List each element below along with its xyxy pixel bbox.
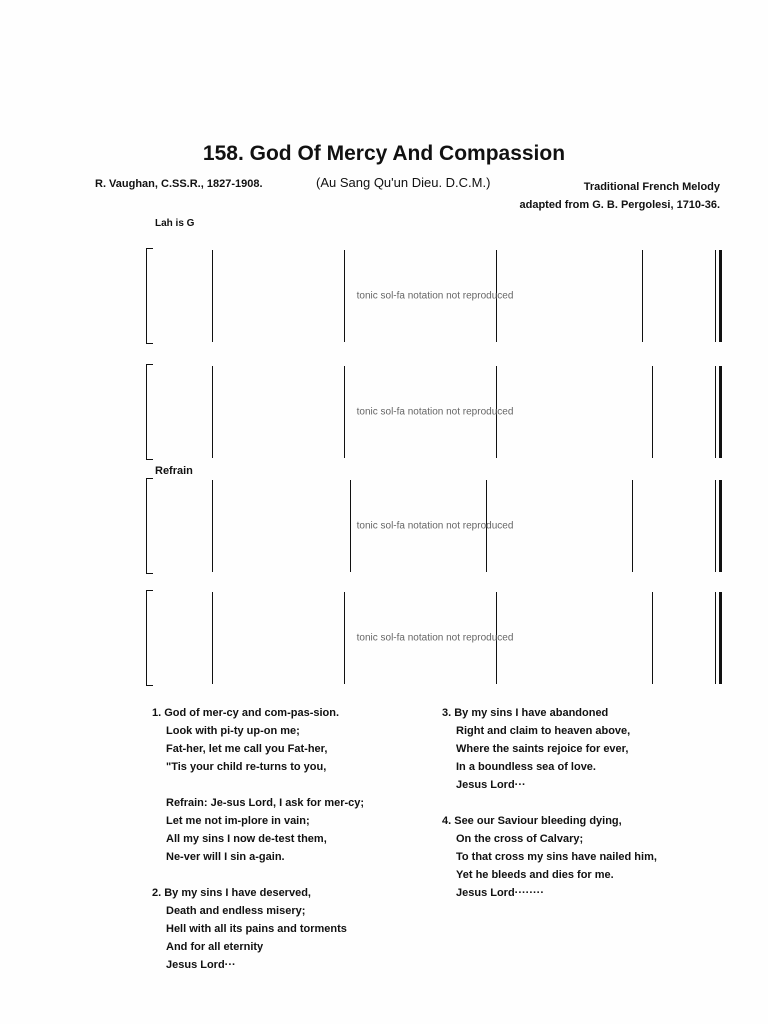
verse-line: 4. See our Saviour bleeding dying, (442, 815, 622, 827)
verse-4 (442, 812, 657, 902)
notation-placeholder: tonic sol-fa notation not reproduced (356, 632, 514, 644)
notation-placeholder: tonic sol-fa notation not reproduced (356, 406, 514, 418)
system-brace (146, 248, 153, 344)
verse-line: Yet he bleeds and dies for me. (456, 869, 614, 881)
verse-3 (442, 704, 657, 794)
verse-line: Where the saints rejoice for ever, (456, 743, 629, 755)
hymn-title: 158. God Of Mercy And Compassion (202, 142, 566, 165)
score-system-4 (146, 592, 724, 684)
melody-line-1: Traditional French Melody (583, 181, 720, 193)
final-barline-thick (719, 592, 722, 684)
refrain-verse (152, 794, 364, 866)
final-barline-thin (715, 366, 716, 458)
key-signature: Lah is G (155, 218, 195, 229)
verse-line: To that cross my sins have nailed him, (456, 851, 657, 863)
verse-line: "Tis your child re-turns to you, (166, 761, 327, 773)
verse-2 (152, 884, 364, 974)
notation-placeholder: tonic sol-fa notation not reproduced (356, 290, 514, 302)
verse-line: 3. By my sins I have abandoned (442, 707, 609, 719)
verse-line: Look with pi-ty up-on me; (166, 725, 300, 737)
final-barline-thick (719, 480, 722, 572)
verse-line: Jesus Lord··· (166, 959, 236, 971)
verse-line: Ne-ver will I sin a-gain. (166, 851, 285, 863)
score-system-2 (146, 366, 724, 458)
tune-subtitle: (Au Sang Qu'un Dieu. D.C.M.) (316, 175, 491, 190)
final-barline-thick (719, 366, 722, 458)
verse-line: 2. By my sins I have deserved, (152, 887, 311, 899)
final-barline-thin (715, 592, 716, 684)
verse-line: Let me not im-plore in vain; (166, 815, 310, 827)
verse-line: And for all eternity (166, 941, 264, 953)
verse-line: Refrain: Je-sus Lord, I ask for mer-cy; (166, 797, 365, 809)
system-brace (146, 590, 153, 686)
author: R. Vaughan, C.SS.R., 1827-1908. (95, 178, 263, 190)
verses-right-column (442, 704, 657, 920)
final-barline-thick (719, 250, 722, 342)
verse-line: Hell with all its pains and torments (166, 923, 347, 935)
score-system-1 (146, 250, 724, 342)
system-brace (146, 478, 153, 574)
verse-line: Jesus Lord········ (456, 887, 544, 899)
verses-left-column (152, 704, 364, 992)
verse-line: Right and claim to heaven above, (456, 725, 631, 737)
melody-credit (519, 178, 720, 214)
verse-line: Jesus Lord··· (456, 779, 526, 791)
verse-1 (152, 704, 364, 776)
system-brace (146, 364, 153, 460)
refrain-label: Refrain (155, 465, 193, 477)
notation-placeholder: tonic sol-fa notation not reproduced (356, 520, 514, 532)
final-barline-thin (715, 480, 716, 572)
verse-line: 1. God of mer-cy and com-pas-sion. (152, 707, 340, 719)
score-system-3 (146, 480, 724, 572)
verse-line: In a boundless sea of love. (456, 761, 596, 773)
verse-line: Fat-her, let me call you Fat-her, (166, 743, 328, 755)
verse-line: All my sins I now de-test them, (166, 833, 327, 845)
verse-line: Death and endless misery; (166, 905, 306, 917)
final-barline-thin (715, 250, 716, 342)
melody-line-2: adapted from G. B. Pergolesi, 1710-36. (519, 199, 720, 211)
verse-line: On the cross of Calvary; (456, 833, 584, 845)
